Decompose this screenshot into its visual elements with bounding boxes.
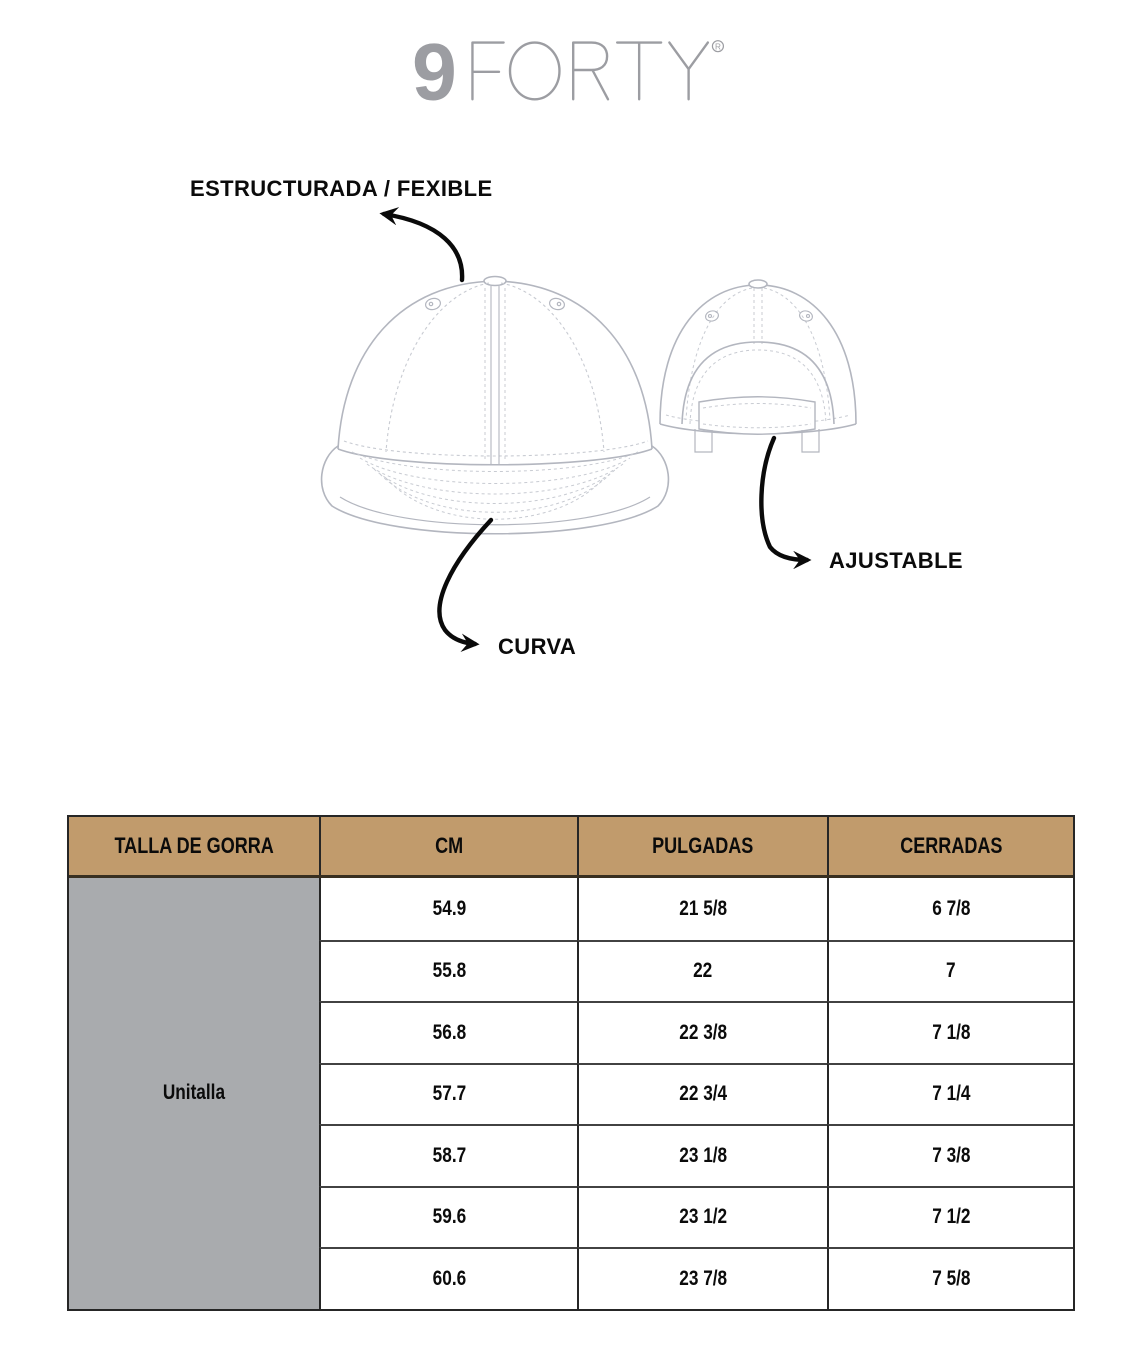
eyelet-icon — [424, 297, 565, 311]
cell-pulgadas: 22 3/4 — [577, 1063, 827, 1125]
arrow-structured — [384, 214, 462, 280]
label-ajustable: AJUSTABLE — [829, 548, 963, 573]
header-cm: CM — [319, 817, 577, 875]
size-table-header-row — [69, 817, 1073, 878]
cell-cm: 55.8 — [319, 940, 577, 1002]
cell-cm: 56.8 — [319, 1001, 577, 1063]
cell-cerradas: 7 3/8 — [827, 1124, 1073, 1186]
cell-cerradas: 7 5/8 — [827, 1247, 1073, 1309]
label-curva: CURVA — [498, 634, 577, 659]
header-talla-de-gorra: TALLA DE GORRA — [114, 833, 274, 858]
cell-cerradas: 7 — [827, 940, 1073, 1002]
cell-cm: 54.9 — [319, 878, 577, 940]
size-chart-table — [67, 815, 1075, 1311]
cell-cerradas: 7 1/8 — [827, 1001, 1073, 1063]
cell-cerradas: 6 7/8 — [827, 878, 1073, 940]
svg-text:R: R — [714, 42, 721, 52]
adjustable-strap-drawing — [695, 397, 819, 452]
eyelet-icon — [704, 310, 813, 323]
cap-front-view-drawing — [322, 277, 669, 534]
cell-pulgadas: 23 1/8 — [577, 1124, 827, 1186]
arrow-curve — [439, 520, 491, 644]
cell-cm: 58.7 — [319, 1124, 577, 1186]
cell-cerradas: 7 1/4 — [827, 1063, 1073, 1125]
cell-pulgadas: 22 — [577, 940, 827, 1002]
cell-pulgadas: 23 1/2 — [577, 1186, 827, 1248]
cell-cerradas: 7 1/2 — [827, 1186, 1073, 1248]
size-label-cell: Unitalla — [69, 878, 319, 1309]
header-pulgadas: PULGADAS — [577, 817, 827, 875]
cell-pulgadas: 22 3/8 — [577, 1001, 827, 1063]
cell-cm: 57.7 — [319, 1063, 577, 1125]
cell-pulgadas: 23 7/8 — [577, 1247, 827, 1309]
cell-pulgadas: 21 5/8 — [577, 878, 827, 940]
header-cerradas: CERRADAS — [827, 817, 1073, 875]
cell-cm: 60.6 — [319, 1247, 577, 1309]
cap-back-view-drawing — [660, 280, 856, 452]
size-table-body — [69, 878, 1073, 1309]
logo-nine: 9 — [412, 36, 457, 104]
label-estructurada-fexible: ESTRUCTURADA / FEXIBLE — [190, 176, 493, 201]
cell-cm: 59.6 — [319, 1186, 577, 1248]
arrow-adjustable — [761, 438, 807, 560]
